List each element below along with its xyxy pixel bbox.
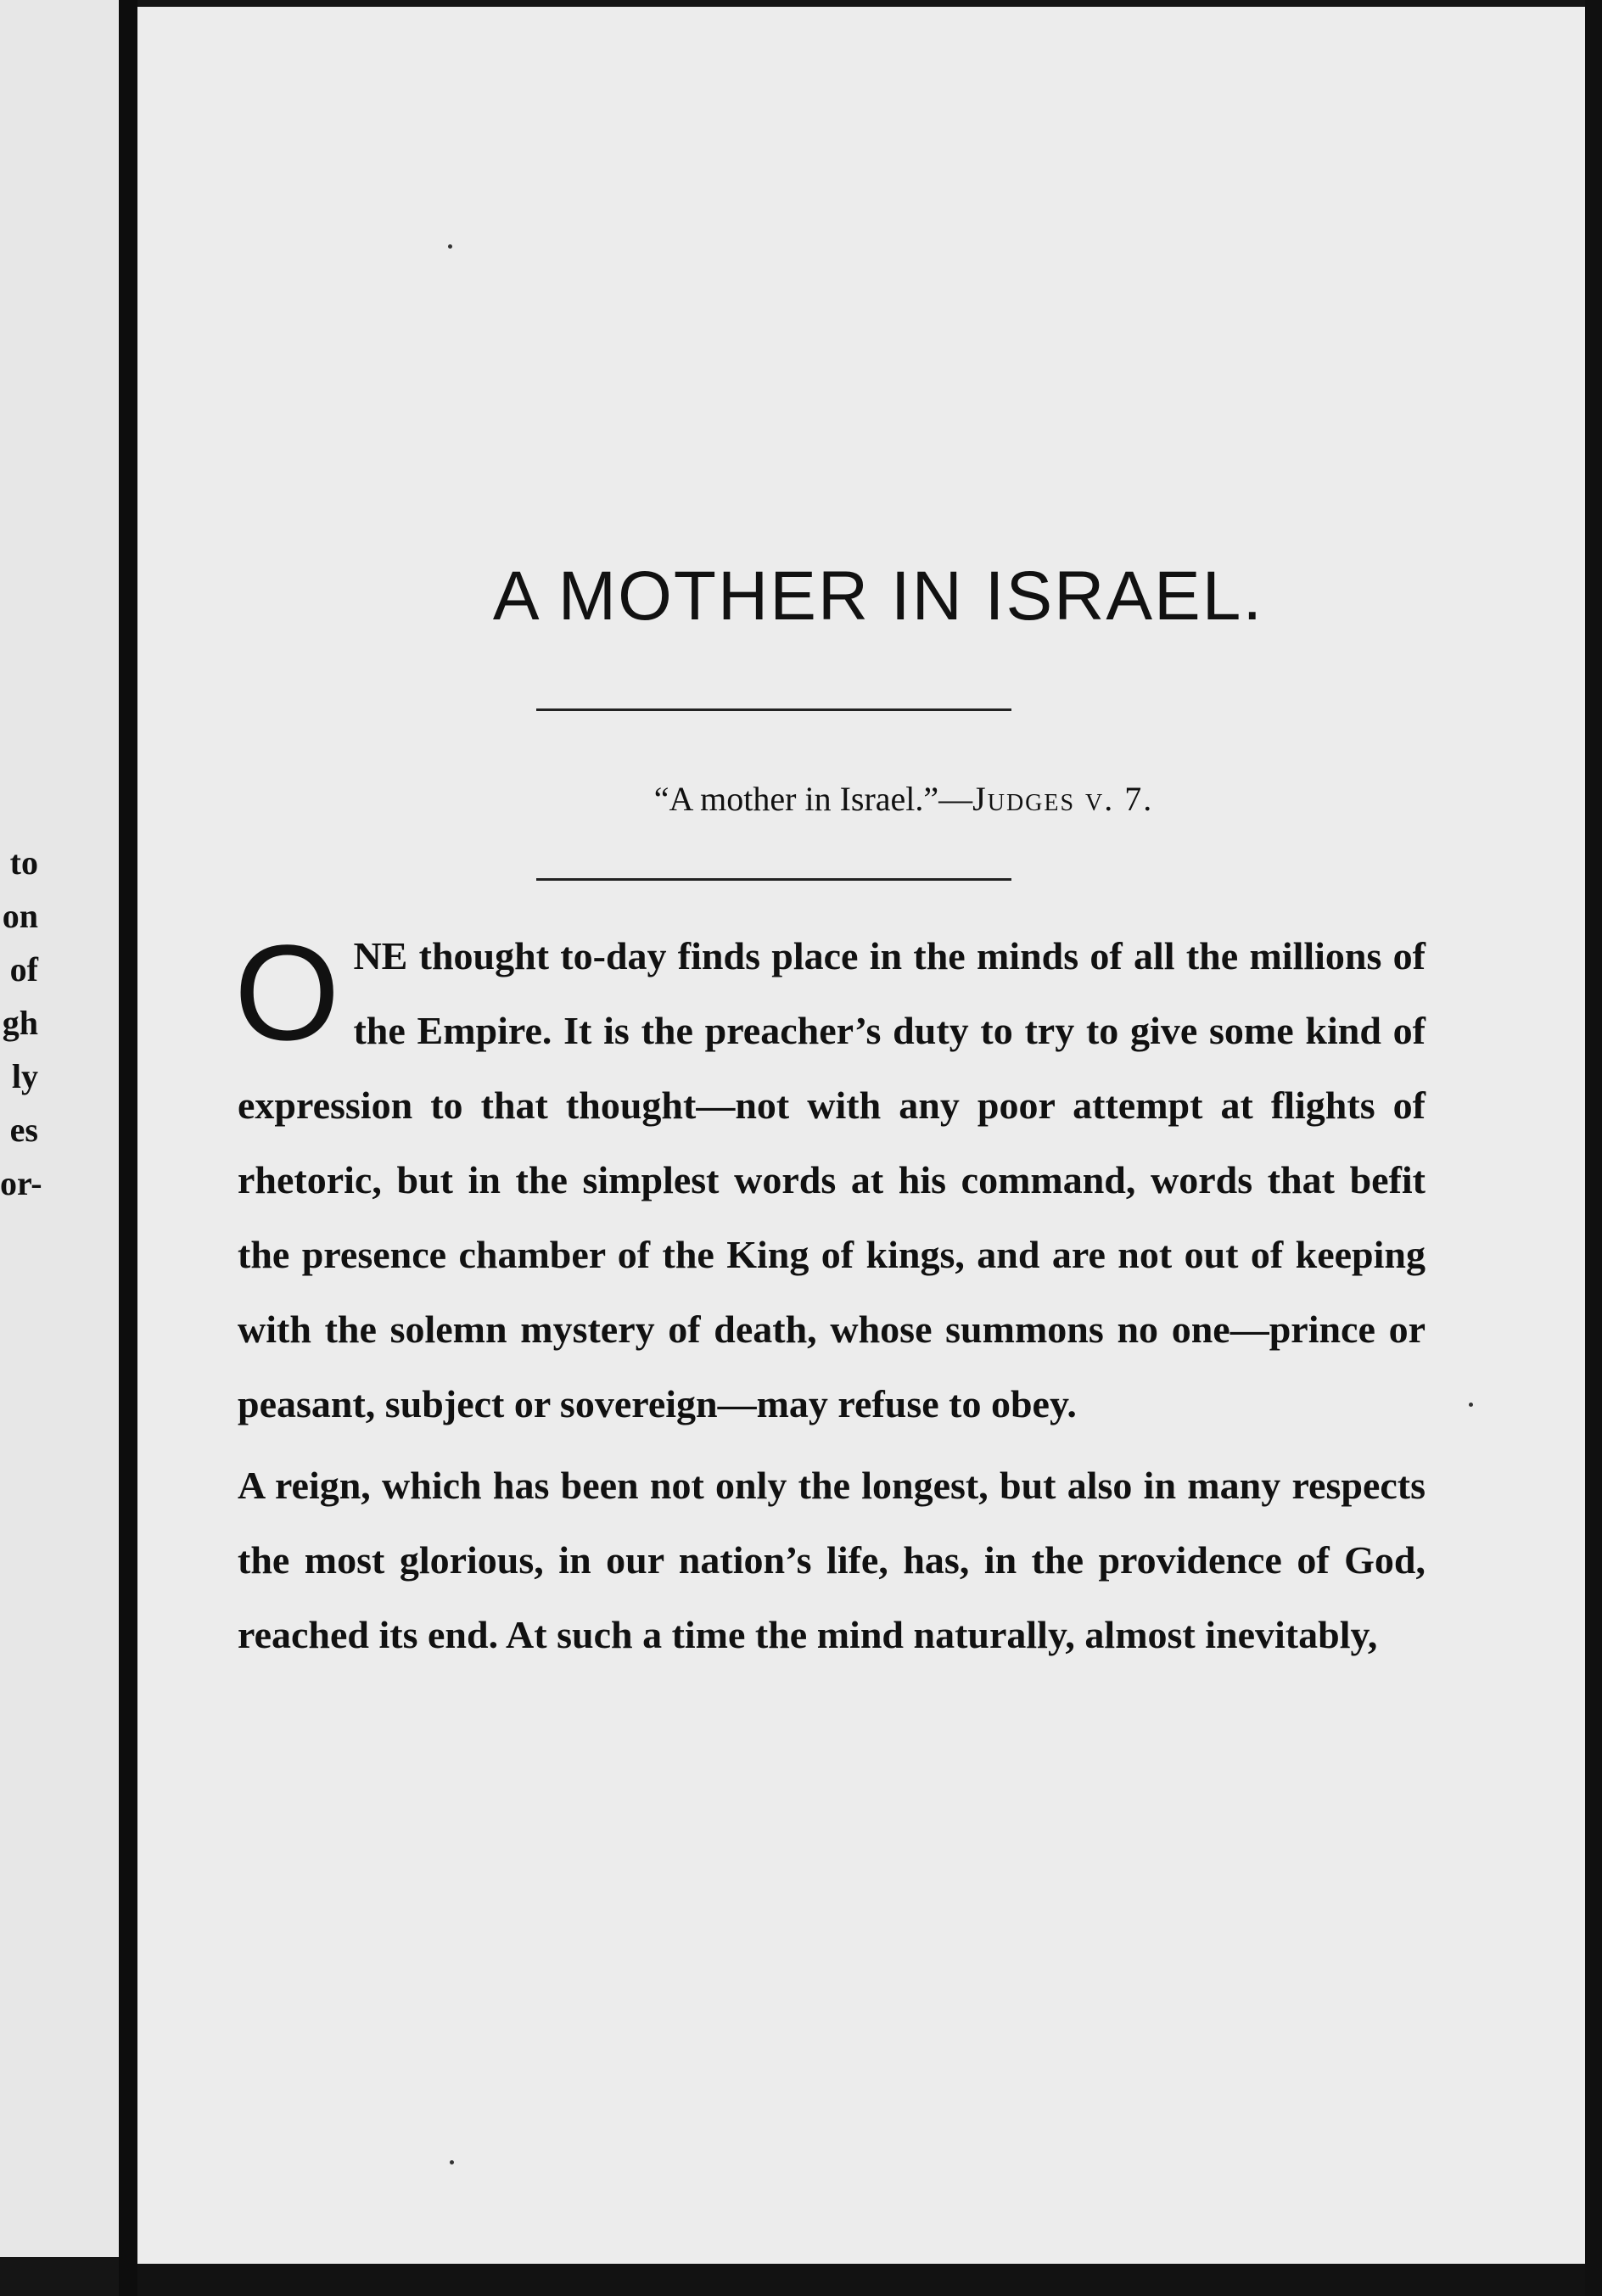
paper-speck: [448, 244, 452, 249]
paragraph-1: [234, 916, 1426, 1442]
drop-cap: O: [234, 916, 340, 1068]
fragment-line: ly: [11, 1057, 38, 1095]
lead-in: NE: [353, 934, 408, 977]
scan-right-edge: [1585, 0, 1602, 2296]
paragraph-2: [238, 1448, 1426, 1672]
book-spine-gutter: [119, 0, 137, 2296]
page-title: A MOTHER IN ISRAEL.: [492, 557, 1264, 635]
paper-speck: [1469, 1403, 1473, 1407]
paragraph-text: A reign, which has been not only the longest, but also in many respects the most glorious, in our nation’s life, has, in the providence of God, reached its end. At such a time the mind naturally, almost inevitably,: [238, 1464, 1426, 1656]
fragment-line: es: [9, 1111, 38, 1149]
epigraph-reference: Judges v. 7.: [972, 780, 1154, 818]
fragment-line: on: [2, 897, 38, 935]
sermon-body: [234, 916, 1426, 1672]
epigraph-quote: “A mother in Israel.”: [653, 780, 939, 818]
fragment-line: or-: [0, 1164, 42, 1202]
paper-speck: [450, 2160, 454, 2164]
fragment-line: gh: [2, 1004, 38, 1042]
facing-page-text-fragments: [0, 836, 119, 1210]
paragraph-text: thought to-day finds place in the minds of all the millions of the Empire. It is the preacher’s duty to try to give some kind of expression to that thought—not with any poor attempt at flights of rhetoric, but in the simplest words at his command, words that befit the presence chamber of the King of kings, and are not out of keeping with the solemn mystery of death, whose summons no one—prince or peasant, subject or sovereign—may refuse to obey.: [238, 934, 1426, 1425]
fragment-line: to: [9, 843, 38, 882]
epigraph-rule: [536, 878, 1011, 881]
book-page: [137, 7, 1585, 2264]
scan-bottom-edge: [137, 2264, 1602, 2296]
epigraph-dash: —: [938, 780, 973, 818]
epigraph: [137, 779, 1585, 819]
title-rule: [536, 708, 1011, 711]
facing-page: [0, 0, 119, 2257]
fragment-line: of: [9, 950, 38, 988]
